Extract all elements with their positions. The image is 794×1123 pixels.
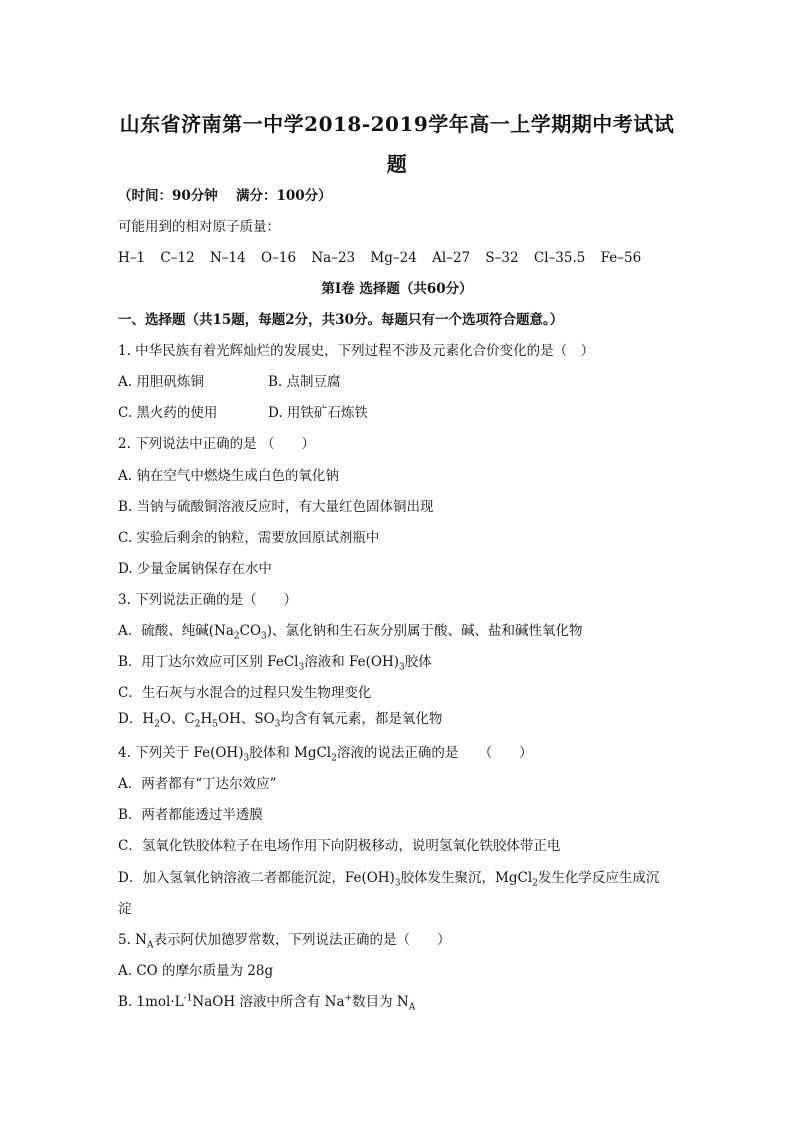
atomic-mass-item: S–32 <box>485 250 519 266</box>
atomic-mass-item: H–1 <box>118 250 146 266</box>
subscript: 2 <box>532 878 538 889</box>
atomic-mass-item: Mg–24 <box>370 250 417 266</box>
exam-info: （时间：90分钟 满分：100分） <box>118 188 332 204</box>
question-3-option-a <box>118 622 698 640</box>
exam-title-line2: 题 <box>386 152 408 176</box>
subscript: 2 <box>154 719 160 730</box>
subscript: 3 <box>399 662 405 673</box>
question-1-options-ab <box>118 373 698 391</box>
text-run: OH、SO <box>218 711 275 727</box>
text-run: 胶体 <box>404 654 432 670</box>
question-4-stem <box>118 744 698 762</box>
question-4-option-b: B．两者都能透过半透膜 <box>118 807 263 823</box>
option-d: D. 用铁矿石炼铁 <box>268 405 368 421</box>
question-4-option-c: C．氢氧化铁胶体粒子在电场作用下向阴极移动，说明氢氧化铁胶体带正电 <box>118 838 561 854</box>
text-run: NaOH 溶液中所含有 Na <box>192 994 345 1010</box>
text-run: CO <box>239 623 262 639</box>
part-title: 一、选择题（共15题，每题2分，共30分。每题只有一个选项符合题意。） <box>118 312 564 328</box>
question-5-stem <box>118 931 698 949</box>
text-run: D．H <box>118 711 155 727</box>
exam-title-line1: 山东省济南第一中学2018-2019学年高一上学期期中考试试 <box>119 112 675 136</box>
text-run: 发生化学反应生成沉 <box>537 870 660 886</box>
question-2-option-b: B. 当钠与硫酸铜溶液反应时，有大量红色固体铜出现 <box>118 499 434 515</box>
atomic-mass-list <box>118 249 698 267</box>
superscript: + <box>344 993 353 1004</box>
text-run: 胶体发生聚沉，MgCl <box>400 870 533 886</box>
atomic-mass-item: Na–23 <box>311 250 356 266</box>
text-run: 表示阿伏加德罗常数，下列说法正确的是（ ） <box>153 932 451 948</box>
question-1-options-cd <box>118 404 698 422</box>
atomic-mass-heading: 可能用到的相对原子质量： <box>118 219 280 235</box>
subscript: 5 <box>212 719 218 730</box>
text-run: O、C <box>159 711 195 727</box>
question-4-option-d <box>118 869 698 887</box>
option-c: C. 黑火药的使用 <box>118 405 218 421</box>
question-1-stem: 1. 中华民族有着光辉灿烂的发展史，下列过程不涉及元素化合价变化的是（ ） <box>118 343 595 359</box>
question-3-option-d <box>118 710 698 728</box>
text-run: 5. N <box>118 932 147 948</box>
subscript: 3 <box>298 662 305 673</box>
subscript: 2 <box>331 753 337 764</box>
question-3-option-c: C．生石灰与水混合的过程只发生物理变化 <box>118 685 372 701</box>
text-run: 均含有氧元素，都是氧化物 <box>280 711 443 727</box>
question-5-option-a: A. CO 的摩尔质量为 28g <box>118 963 274 979</box>
text-run: 溶液和 Fe(OH) <box>304 654 400 670</box>
section-title: 第Ⅰ卷 选择题（共60分） <box>321 281 473 297</box>
text-run: B. 1mol·L <box>118 994 184 1010</box>
question-4-option-d-cont: 淀 <box>118 901 132 917</box>
subscript: 2 <box>194 719 201 730</box>
atomic-mass-item: C–12 <box>160 250 195 266</box>
text-run: D．加入氢氧化钠溶液二者都能沉淀，Fe(OH) <box>118 870 395 886</box>
question-2-option-c: C. 实验后剩余的钠粒，需要放回原试剂瓶中 <box>118 530 380 546</box>
question-2-option-d: D. 少量金属钠保存在水中 <box>118 561 272 577</box>
atomic-mass-item: Fe–56 <box>600 250 642 266</box>
text-run: A．硫酸、纯碱(Na <box>118 623 234 639</box>
option-a: A. 用胆矾炼铜 <box>118 374 204 390</box>
option-b: B. 点制豆腐 <box>268 374 341 390</box>
text-run: H <box>200 711 213 727</box>
question-2-stem: 2. 下列说法中正确的是 （ ） <box>118 436 315 452</box>
atomic-mass-item: O–16 <box>261 250 297 266</box>
question-3-option-b <box>118 653 698 671</box>
atomic-mass-item: Al–27 <box>432 250 471 266</box>
subscript: A <box>146 940 154 951</box>
subscript: A <box>408 1002 416 1013</box>
subscript: 2 <box>233 631 240 642</box>
text-run: B．用丁达尔效应可区别 FeCl <box>118 654 299 670</box>
text-run: 胶体和 MgCl <box>249 745 332 761</box>
question-3-stem: 3. 下列说法正确的是（ ） <box>118 592 298 608</box>
atomic-mass-item: Cl–35.5 <box>533 250 586 266</box>
text-run: 数目为 N <box>352 994 409 1010</box>
text-run: )、氯化钠和生石灰分别属于酸、碱、盐和碱性氧化物 <box>266 623 583 639</box>
subscript: 3 <box>243 753 250 764</box>
atomic-mass-item: N–14 <box>209 250 246 266</box>
text-run: 4. 下列关于 Fe(OH) <box>118 745 244 761</box>
subscript: 3 <box>274 719 281 730</box>
question-5-option-b <box>118 993 698 1011</box>
text-run: 溶液的说法正确的是 （ ） <box>336 745 533 761</box>
superscript: -1 <box>183 993 193 1004</box>
question-2-option-a: A. 钠在空气中燃烧生成白色的氧化钠 <box>118 468 339 484</box>
subscript: 3 <box>261 631 267 642</box>
subscript: 3 <box>394 878 401 889</box>
question-4-option-a: A．两者都有“丁达尔效应” <box>118 776 277 792</box>
